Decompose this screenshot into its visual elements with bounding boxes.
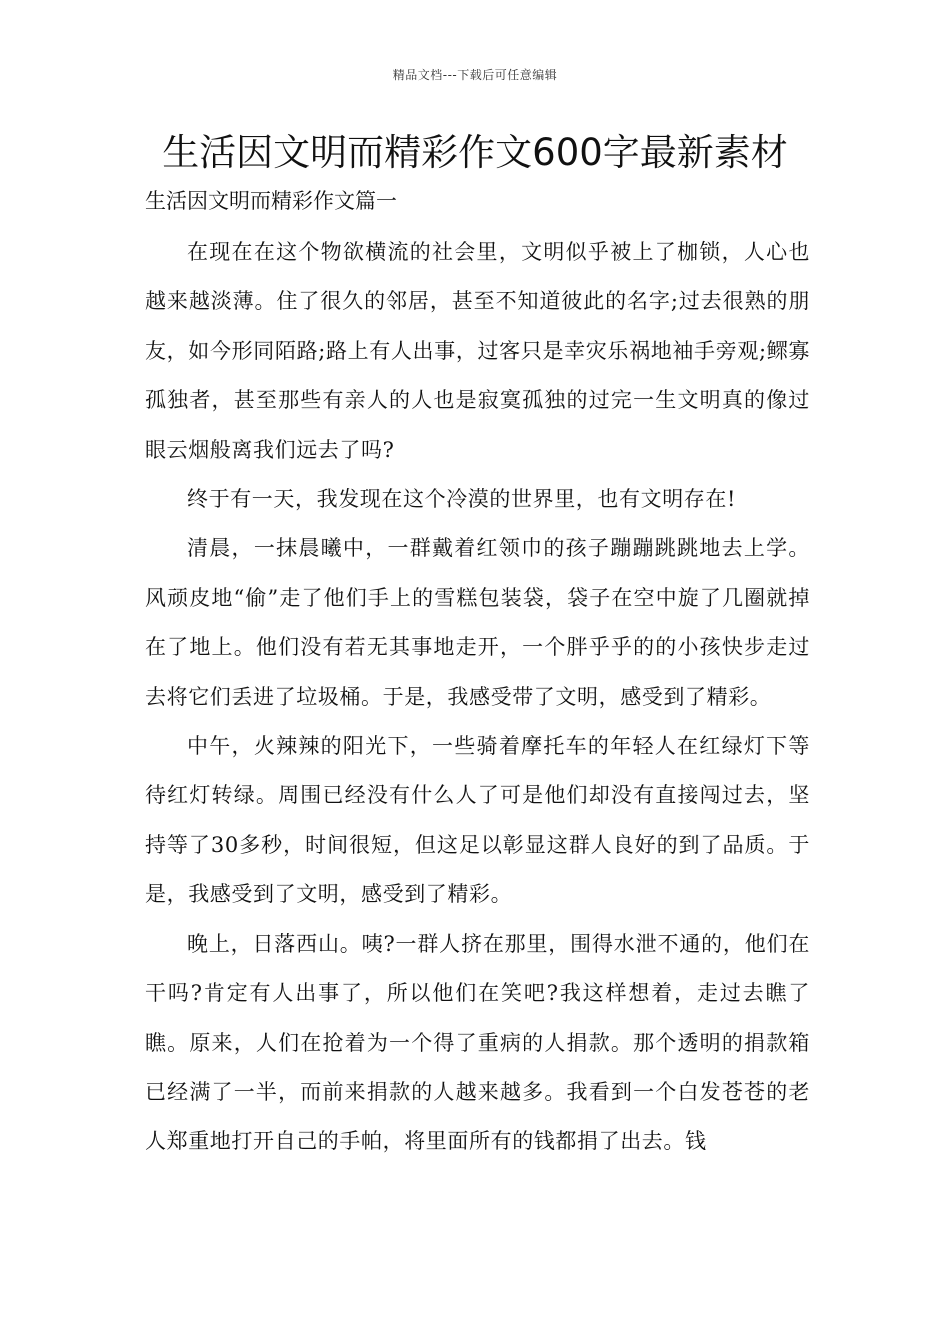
section-subtitle: 生活因文明而精彩作文篇一	[145, 189, 397, 213]
header-note: 精品文档---下载后可任意编辑	[392, 68, 558, 82]
paragraph: 终于有一天，我发现在这个冷漠的世界里，也有文明存在!	[187, 487, 737, 512]
paragraph: 清晨，一抹晨曦中，一群戴着红领巾的孩子蹦蹦跳跳地去上学。风顽皮地“偷”走了他们手上的雪糕包装袋，袋子在空中旋了几圈就掉在了地上。他们没有若无其事地走开，一个胖乎乎的的小孩快步走过去将它们丢进了垃圾桶。于是，我感受带了文明，感受到了精彩。	[145, 536, 810, 709]
paragraph: 晚上，日落西山。咦?一群人挤在那里，围得水泄不通的，他们在干吗?肯定有人出事了，所以他们在笑吧?我这样想着，走过去瞧了瞧。原来，人们在抢着为一个得了重病的人捐款。那个透明的捐款箱已经满了一半，而前来捐款的人越来越多。我看到一个白发苍苍的老人郑重地打开自己的手帕，将里面所有的钱都捐了出去。钱	[145, 931, 810, 1154]
paragraph: 在现在在这个物欲横流的社会里，文明似乎被上了枷锁，人心也越来越淡薄。住了很久的邻居，甚至不知道彼此的名字;过去很熟的朋友，如今形同陌路;路上有人出事，过客只是幸灾乐祸地袖手旁观;鳏寡孤独者，甚至那些有亲人的人也是寂寞孤独的过完一生文明真的像过眼云烟般离我们远去了吗?	[145, 240, 810, 462]
article-body	[145, 228, 810, 1167]
document-title: 生活因文明而精彩作文600字最新素材	[162, 131, 788, 174]
paragraph: 中午，火辣辣的阳光下，一些骑着摩托车的年轻人在红绿灯下等待红灯转绿。周围已经没有什么人了可是他们却没有直接闯过去，坚持等了30多秒，时间很短，但这足以彰显这群人良好的到了品质。于是，我感受到了文明，感受到了精彩。	[145, 734, 810, 907]
